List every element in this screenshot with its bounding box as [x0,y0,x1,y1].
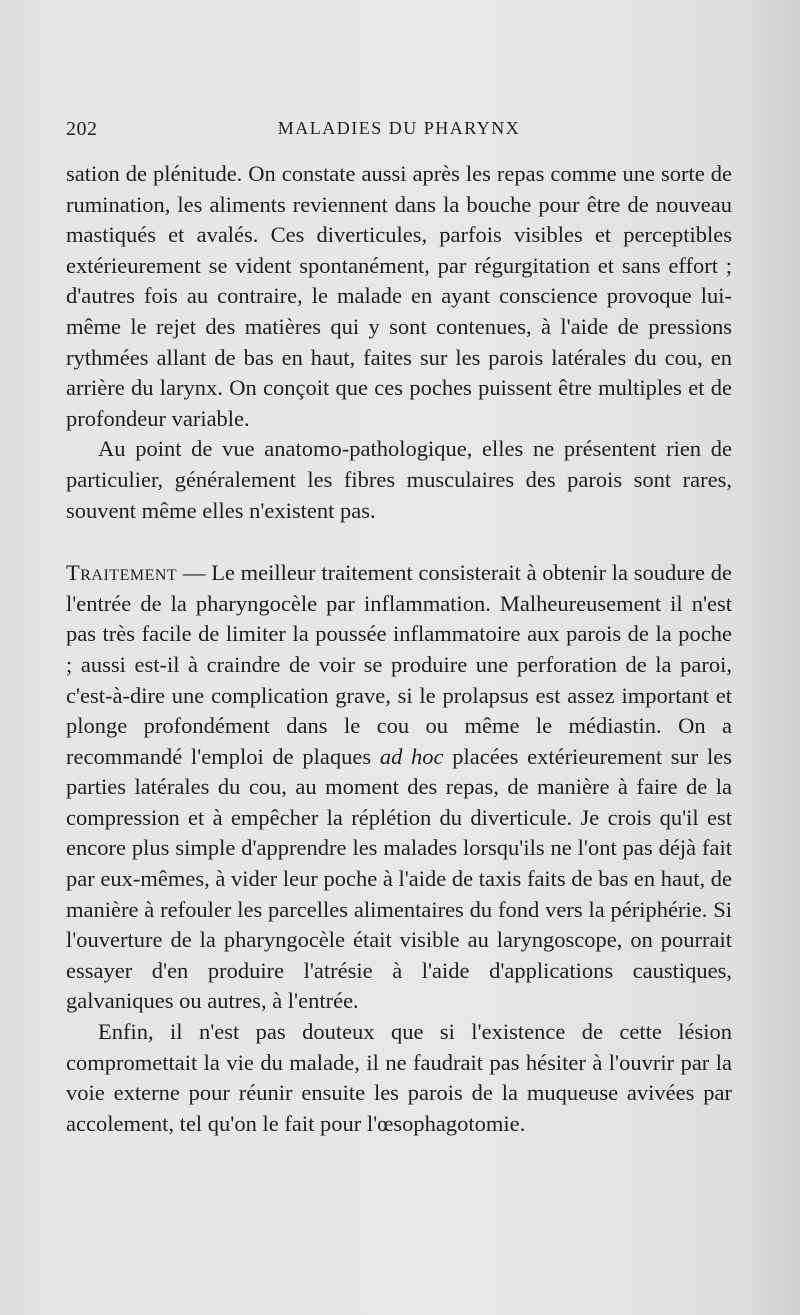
body-text [66,159,732,1139]
traitement-text-part-2: placées extérieurement sur les parties latérales du cou, au moment des repas, de manière à faire de la compression et à empêcher la réplétion du diverticule. Je crois qu'il est encore plus simple d'apprendre les malades lorsqu'ils ne l'ont pas déjà fait par eux-mêmes, à vider leur poche à l'aide de taxis faits de bas en haut, de manière à refouler les parcelles alimentaires du fond vers la périphérie. Si l'ouverture de la pharyngocèle était visible au laryngoscope, on pourrait essayer d'en produire l'atrésie à l'aide d'applications caustiques, galvaniques ou autres, à l'entrée. [66,743,732,1014]
running-title: MALADIES DU PHARYNX [277,118,521,138]
italic-ad-hoc: ad hoc [379,743,444,769]
section-heading-traitement: Traitement [66,560,178,586]
paragraph-continuation: sation de plénitude. On constate aussi après les repas comme une sorte de rumination, les aliments reviennent dans la bouche pour être de nouveau mastiqués et avalés. Ces diverticules, parfois visibles et perceptibles extérieurement se vident spontanément, par régurgitation et sans effort ; d'autres fois au contraire, le malade en ayant conscience provoque lui-même le rejet des matières qui y sont contenues, à l'aide de pressions rythmées allant de bas en haut, faites sur les parois latérales du cou, en arrière du larynx. On conçoit que ces poches puissent être multiples et de profondeur variable. [66,161,732,431]
section-dash: — [177,560,212,586]
running-header [66,118,732,148]
paragraph-anatomo-pathologique: Au point de vue anatomo-pathologique, elles ne présentent rien de particulier, généralement les fibres musculaires des parois sont rares, souvent même elles n'existent pas. [66,436,732,523]
traitement-text-part-1: Le meilleur traitement consisterait à obtenir la soudure de l'entrée de la pharyngocèle par inflammation. Malheureusement il n'est pas très facile de limiter la poussée inflammatoire aux parois de la poche ; aussi est-il à craindre de voir se produire une perforation de la paroi, c'est-à-dire une complication grave, si le prolapsus est assez important et plonge profondément dans le cou ou même le médiastin. On a recommandé l'emploi de plaques [66,560,732,769]
paragraph-enfin: Enfin, il n'est pas douteux que si l'existence de cette lésion compromettait la vie du malade, il ne faudrait pas hésiter à l'ouvrir par la voie externe pour réunir ensuite les parois de la muqueuse avivées par accolement, tel qu'on le fait pour l'œsophagotomie. [66,1019,732,1136]
page-number: 202 [66,118,98,140]
paragraph-traitement [66,558,732,1017]
